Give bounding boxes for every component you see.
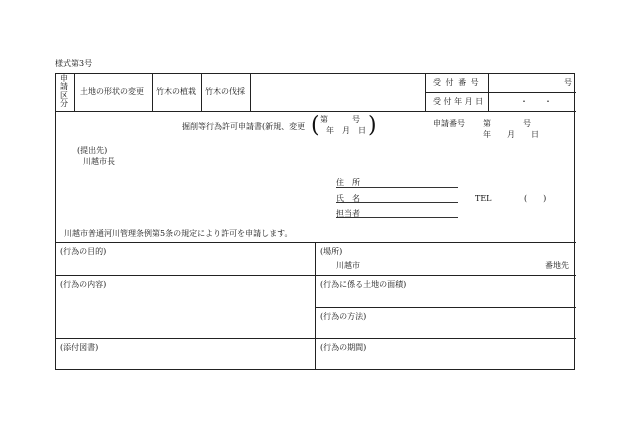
area-field[interactable] [316,292,574,306]
item-divider-3 [250,73,251,111]
receipt-date-label: 受 付 年 月 日 [433,97,484,106]
app-number-value: 第 号 [483,119,531,128]
paren-close-brace: ) [368,113,377,138]
submit-label: (提出先) [77,146,108,155]
name-field[interactable] [336,202,458,203]
name-label: 氏 名 [336,194,360,203]
method-label: (行為の方法) [320,312,367,321]
form-number: 様式第3号 [55,59,93,68]
place-suffix: 番地先 [545,261,569,270]
item-divider-1 [152,73,153,111]
purpose-field[interactable] [56,258,314,274]
content-label: (行為の内容) [60,280,107,289]
item-divider-2 [201,73,202,111]
paren-date: 年 月 日 [326,126,366,135]
category-item-felling[interactable]: 竹木の伐採 [205,87,245,96]
app-number-label: 申請番号 [433,119,465,128]
category-label-char: 分 [60,99,68,108]
grid-center-line [315,242,316,370]
contact-label: 担当者 [336,209,360,218]
category-label-char: 申 [60,74,68,83]
area-label: (行為に係る土地の面積) [320,280,407,289]
category-item-land[interactable]: 土地の形状の変更 [80,87,144,96]
receipt-number-label: 受 付 番 号 [433,78,480,87]
method-field[interactable] [316,323,574,337]
header-bottom-line [55,111,576,112]
statement: 川越市普通河川管理条例第5条の規定により許可を申請します。 [64,229,293,238]
content-field[interactable] [56,292,314,337]
category-item-planting[interactable]: 竹木の植栽 [156,87,196,96]
attachments-field[interactable] [56,354,314,369]
category-divider [74,73,75,111]
category-label-char: 区 [60,91,68,100]
paren-open: ( [311,113,320,138]
grid-row-line-2 [315,307,576,308]
address-label: 住 所 [336,178,360,187]
category-label-char: 請 [60,82,68,91]
app-date-value: 年 月 日 [483,130,539,139]
tel-label: TEL [475,194,492,203]
place-label: (場所) [320,247,343,256]
receipt-date-value: ・ ・ [520,97,552,106]
attachments-label: (添付図書) [60,343,99,352]
submit-to: 川越市長 [83,157,115,166]
receipt-number-suffix: 号 [564,78,572,87]
place-city: 川越市 [336,261,360,270]
purpose-label: (行為の目的) [60,247,107,256]
grid-row-line-3 [55,338,576,339]
contact-field[interactable] [336,217,458,218]
paren-number: 第 号 [320,115,360,124]
address-field[interactable] [336,187,458,188]
period-field[interactable] [316,354,574,369]
period-label: (行為の期間) [320,343,367,352]
tel-field[interactable]: ( ) [524,194,547,203]
receipt-mid-line [425,92,576,93]
form-title: 掘削等行為許可申請書(新規、変更 [182,122,306,131]
grid-row-line-1 [55,275,576,276]
